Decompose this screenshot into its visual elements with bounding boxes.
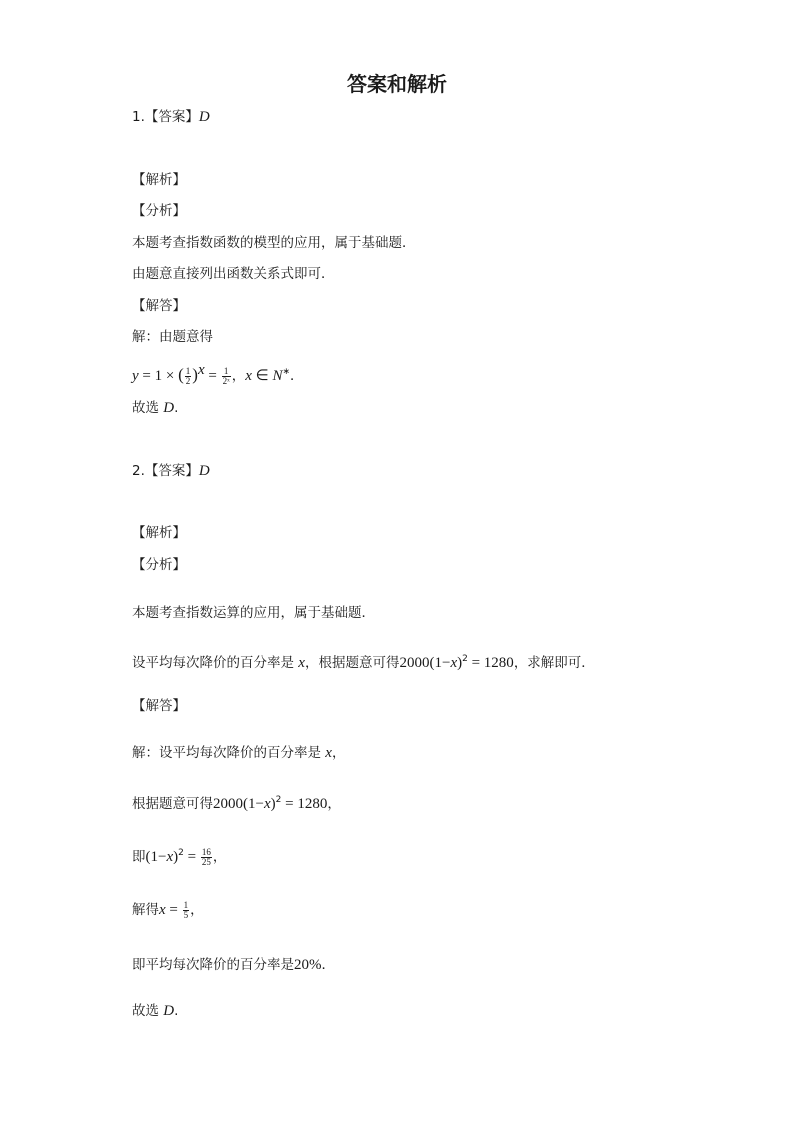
q2-s3-eq: = [183,849,200,865]
q2-s1-pre: 解：设平均每次降价的百分率是 [132,745,326,761]
q2-answer-value: D [198,463,210,479]
q1-conclusion-end: . [174,400,179,416]
q1-formula-result-fraction [222,367,231,386]
q1-fenxi-heading: 【分析】 [132,203,186,219]
q2-s2-sq: 2 [275,795,282,805]
q1-conclusion-val: D [163,400,175,416]
q2-a2-sq: 2 [462,654,468,664]
q2-analysis-2 [132,649,595,673]
q1-formula-y: y [132,368,139,384]
q2-s3-den: 25 [201,856,211,867]
q1-formula-sep: ， [231,368,246,384]
q1-formula-base-fraction [185,367,192,386]
q1-formula-star: ∗ [282,367,290,377]
q2-s3-fraction [201,848,212,867]
q2-s4-num: 1 [183,899,189,910]
q2-step-2 [132,790,341,814]
q2-s5-val: 20% [294,957,322,973]
q1-r-num: 1 [222,367,231,377]
q2-s3-close: ) [173,849,179,865]
q2-step-1 [132,743,345,763]
q2-answer-label: 2.【答案】 [132,463,199,479]
q1-conclusion [132,398,178,418]
q2-s4-end: ， [190,902,204,918]
q2-s2-eq: = 1280 [281,796,328,812]
q2-analysis-1: 本题考查指数运算的应用，属于基础题． [132,605,375,621]
q2-a2-end: ，求解即可． [513,655,595,671]
q1-solution-intro: 解：由题意得 [132,329,213,345]
q2-s2-paren: (1− [243,796,264,812]
q2-a2-close: ) [457,655,463,671]
q2-s3-num: 16 [201,846,211,857]
q1-base-num: 1 [185,365,191,376]
q1-conclusion-pre: 故选 [132,400,164,416]
q1-formula-end: ． [290,368,304,384]
q2-s3-end: ， [212,849,227,865]
q2-s4-x: x [159,902,166,918]
q2-conclusion-pre: 故选 [132,1003,164,1019]
page-title: 答案和解析 [347,72,447,96]
q2-s2-end: ， [327,796,341,812]
q2-conclusion [132,1001,178,1021]
q2-a2-num: 2000 [399,655,430,671]
q1-answer [132,107,210,127]
q2-a2-eq: = 1280 [467,655,514,671]
q1-r-den: 2ˣ [222,375,230,386]
q2-s1-end: ， [331,745,346,761]
q2-jieda-heading: 【解答】 [132,698,186,714]
q2-step-5 [132,955,335,975]
q1-jiexi-heading: 【解析】 [132,172,186,188]
q1-formula [132,360,304,386]
q2-s4-eq: = [165,902,182,918]
q1-jieda-heading: 【解答】 [132,298,186,314]
q2-jiexi-heading: 【解析】 [132,525,186,541]
q1-base-den: 2 [185,375,191,386]
q2-s4-pre: 解得 [132,902,159,918]
q2-conclusion-end: . [174,1003,179,1019]
q1-formula-eq1: = 1 × [138,368,179,384]
q2-step-4 [132,900,204,920]
q2-step-3 [132,843,226,867]
q2-s3-x: x [166,849,174,865]
q1-answer-value: D [198,109,210,125]
q2-fenxi-heading: 【分析】 [132,557,186,573]
q2-s4-den: 5 [183,909,189,920]
q1-formula-rparen: ) [192,365,198,384]
q2-s3-sq: 2 [178,848,184,858]
q2-s2-close: ) [270,796,276,812]
q2-s2-num: 2000 [213,796,243,812]
q2-s3-paren: (1− [145,849,167,865]
q1-analysis-2: 由题意直接列出函数关系式即可． [132,266,335,282]
q2-a2-x2: x [450,655,458,671]
q2-a2-paren: (1− [429,655,451,671]
q1-formula-eq2: = [204,368,221,384]
q2-a2-pre: 设平均每次降价的百分率是 [132,655,299,671]
q2-a2-mid: ，根据题意可得 [304,655,400,671]
q2-s2-pre: 根据题意可得 [132,796,213,812]
q2-s4-fraction [183,901,190,920]
q1-formula-N: N [272,368,283,384]
q1-formula-x: x [245,368,252,384]
q2-s1-x: x [325,745,332,761]
q2-conclusion-val: D [163,1003,175,1019]
q2-s5-end: ． [321,957,335,973]
q2-s3-pre: 即 [132,849,146,865]
q2-s2-x: x [263,796,271,812]
q2-s5-pre: 即平均每次降价的百分率是 [132,957,294,973]
q2-answer [132,461,210,481]
q1-analysis-1: 本题考查指数函数的模型的应用，属于基础题． [132,235,416,251]
q1-formula-in: ∈ [251,368,273,384]
q1-formula-lparen: ( [178,365,184,384]
q1-formula-exp: x [197,362,205,378]
q1-answer-label: 1.【答案】 [132,109,199,125]
q2-a2-x: x [298,655,305,671]
